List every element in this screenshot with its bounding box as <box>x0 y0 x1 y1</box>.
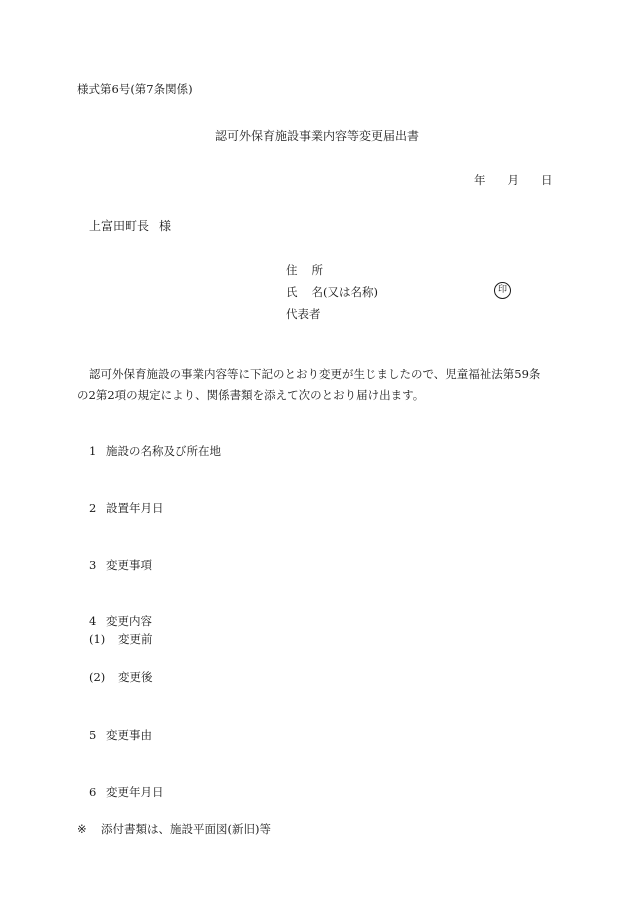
item-number: 1 <box>89 444 97 458</box>
item-facility-name <box>89 446 221 458</box>
item-label: 変更内容 <box>106 614 152 628</box>
addressee-name: 上富田町長 <box>89 219 150 233</box>
item-number: 2 <box>89 501 97 515</box>
item-change-date <box>89 787 164 799</box>
name-label-char-1: 氏 <box>286 285 298 299</box>
item-number: 3 <box>89 558 97 572</box>
document-title: 認可外保育施設事業内容等変更届出書 <box>215 129 420 143</box>
note-mark: ※ <box>77 822 87 836</box>
date-year: 年 <box>474 173 486 187</box>
item-change-reason <box>89 730 152 742</box>
applicant-representative-label: 代表者 <box>286 307 321 321</box>
item-establishment-date <box>89 503 164 515</box>
item-label: 設置年月日 <box>106 501 164 515</box>
attachment-note <box>77 824 271 836</box>
item-number: 5 <box>89 728 97 742</box>
address-label-char-1: 住 <box>286 263 298 277</box>
date-day: 日 <box>541 173 553 187</box>
applicant-address-label <box>286 265 323 277</box>
date-month: 月 <box>507 173 519 187</box>
applicant-name-label <box>286 287 378 299</box>
sub-item-after <box>89 672 153 684</box>
item-label: 施設の名称及び所在地 <box>106 444 221 458</box>
item-number: 6 <box>89 785 97 799</box>
date-line <box>474 175 553 187</box>
addressee-honorific: 様 <box>159 219 172 233</box>
addressee <box>89 220 171 232</box>
declaration-line-2: の2第2項の規定により、関係書類を添えて次のとおり届け出ます。 <box>77 388 425 402</box>
item-change-content <box>89 616 152 628</box>
item-label: 変更年月日 <box>106 785 164 799</box>
item-label: 変更事由 <box>106 728 152 742</box>
item-label: 変更事項 <box>106 558 152 572</box>
note-text: 添付書類は、施設平面図(新旧)等 <box>101 822 271 836</box>
declaration-line-1: 認可外保育施設の事業内容等に下記のとおり変更が生じましたので、児童福祉法第59条 <box>89 367 541 381</box>
seal-mark: 印 <box>494 282 511 299</box>
sub-item-number: (1) <box>89 632 106 646</box>
declaration-text <box>77 364 567 406</box>
sub-item-number: (2) <box>89 670 106 684</box>
sub-item-before <box>89 634 153 646</box>
sub-item-label: 変更後 <box>118 670 153 684</box>
address-label-char-2: 所 <box>311 263 323 277</box>
name-label-rest: 名(又は名称) <box>311 285 378 299</box>
sub-item-label: 変更前 <box>118 632 153 646</box>
item-number: 4 <box>89 614 97 628</box>
item-change-matter <box>89 560 152 572</box>
form-number: 様式第6号(第7条関係) <box>77 82 193 96</box>
